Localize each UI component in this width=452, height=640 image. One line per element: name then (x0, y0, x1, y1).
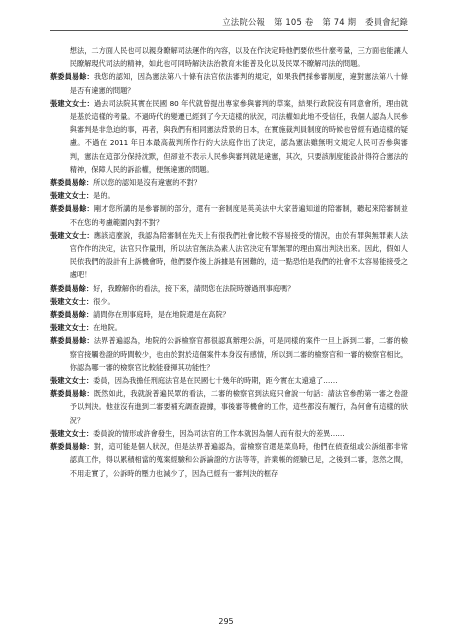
speaker-name: 蔡委員易餘： (50, 389, 94, 399)
transcript-paragraph (50, 427, 408, 440)
header-divider (50, 30, 408, 31)
speech-text: 法界普遍認為，地院的公訴檢察官都很認真辦理公訴，可是同樣的案件一旦上訴到二審，二審的檢察官接觸卷證的時間較少，也由於對於這個案件本身沒有感情，所以到二審的檢察官和一審的檢察官相比，你認為哪一審的檢察官比較能發揮其功能性？ (69, 336, 408, 372)
publication-name: 立法院公報 (222, 17, 266, 27)
speech-text: 所以您的認知是沒有違憲的不對？ (93, 178, 201, 188)
speaker-name: 蔡委員易餘： (50, 336, 94, 346)
speaker-name: 張建文女士： (50, 296, 94, 306)
speech-text: 既然如此，我就說普遍民眾的看法，二審的檢察官到法庭只會說一句話：請法官參酌第一審之卷證予以判決。他並沒有進到二審要補充調查證據，事後審等機會的工作，這些都沒有履行，為何會有這樣的狀況？ (69, 389, 408, 425)
transcript-paragraph (50, 374, 408, 387)
speaker-name: 張建文女士： (50, 323, 94, 333)
issue-number: 第 74 期 (322, 17, 357, 27)
speaker-name: 蔡委員易餘： (50, 310, 94, 320)
speaker-name: 張建文女士： (50, 230, 94, 240)
transcript-paragraph (50, 440, 408, 480)
speech-text: 請問你在刑事庭時，是在地院還是在高院？ (93, 310, 230, 320)
speech-text: 委員，因為我擔任刑庭法官是在民國七十幾年的時期，距今實在太遠遠了…… (93, 376, 338, 386)
transcript-paragraph (50, 387, 408, 427)
transcript-paragraph (50, 189, 408, 202)
speaker-name: 蔡委員易餘： (50, 283, 94, 293)
speech-text: 委員說的情形或許會發生，因為司法官的工作本就因為個人而有很大的差異…… (93, 428, 345, 438)
speaker-name: 蔡委員易餘： (50, 178, 94, 188)
section-name: 委員會紀錄 (365, 17, 408, 27)
transcript-paragraph (50, 176, 408, 189)
speech-text: 我您的認知，因為憲法第八十條有法官依法審判的規定，如果我們採參審制度，違對憲法第八十條是否有違憲的問題？ (69, 72, 408, 95)
speaker-name: 張建文女士： (50, 191, 94, 201)
speaker-name: 蔡委員易餘： (50, 442, 94, 452)
transcript-body (50, 44, 408, 480)
transcript-paragraph (50, 308, 408, 321)
transcript-paragraph (50, 70, 408, 96)
speech-text: 應該這麼說，我認為陪審制在先天上有很我們社會比較不容易接受的情況，由於有罪與無罪素人法官作作的決定，法官只作量刑，所以法官無法為素人法官決定有罪無罪的理由寫出判決出來。因此，假如人民依我們的設計有上訴機會時，他們要作後上訴據是有困難的，這一點恐怕是我們的社會不太容易能接受之處吧！ (69, 230, 408, 280)
speaker-name: 張建文女士： (50, 376, 94, 386)
transcript-paragraph (50, 44, 408, 70)
speaker-name: 蔡委員易餘： (50, 72, 94, 82)
transcript-paragraph (50, 321, 408, 334)
transcript-paragraph (50, 97, 408, 176)
speech-text: 剛才您所講的是參審制的部分，還有一套制度是英美法中大家普遍知道的陪審制，聽起來陪審制並不在您的考慮範圍內對不對？ (69, 204, 408, 227)
speaker-name: 蔡委員易餘： (50, 204, 94, 214)
speech-text: 是的。 (93, 191, 115, 201)
speech-text: 在地院。 (93, 323, 122, 333)
page-number: 295 (218, 617, 234, 626)
speech-text: 過去司法院其實在民國 80 年代就曾提出專家參與審判的草案，結果行政院沒有同意會所，理由就是基於這樣的考量。不過時代的變遷已經到了今天這樣的狀況，司法權如此地不受信任，我個人認為人民參與審判是非急迫的事，再者，與我們有相同憲法背景的日本，在實施裁判員制度的時候也曾經有過這樣的疑慮。不過在 2011 年日本最高裁判所作行約大法庭作出了決定，認為憲法雖無明文規定人民可否參與審判，憲法在這部分保持沈默，但卻並不表示人民參與審判就是違憲，其次，只要該制度能設計得符合憲法的精神，保障人民的訴訟權，便無違憲的問題。 (69, 98, 408, 174)
volume-number: 第 105 卷 (273, 17, 314, 27)
speech-text: 好，我瞭解你的看法，接下來，請問您在法院時辦過刑事庭嗎？ (93, 283, 295, 293)
page-header (216, 16, 408, 28)
transcript-paragraph (50, 229, 408, 282)
speech-text: 很少。 (93, 296, 115, 306)
speaker-name: 張建文女士： (50, 98, 94, 108)
speaker-name: 張建文女士： (50, 428, 94, 438)
speech-text: 想法，二方面人民也可以親身瞭解司法運作的內容，以及在作決定時他們要依些什麼考量，三方面也能讓人民瞭解現代司法的精神，如此也可同時解決法治教育未能普及化以及民眾不瞭解司法的問題。 (69, 46, 408, 69)
transcript-paragraph (50, 295, 408, 308)
speech-text: 對，這可能是個人狀況，但是法界普遍認為，當檢察官還是菜鳥時，他們在偵查組或公訴組都非常認真工作，得以累積相當的蒐案經驗和公訴論證的方法等等，許業帳的經驗已足，之後到二審，忽然之間，不用走實了，公訴時的壓力也減少了，因為已經有一審判決的框存 (69, 442, 408, 478)
transcript-paragraph (50, 202, 408, 228)
transcript-paragraph (50, 334, 408, 374)
transcript-paragraph (50, 282, 408, 295)
